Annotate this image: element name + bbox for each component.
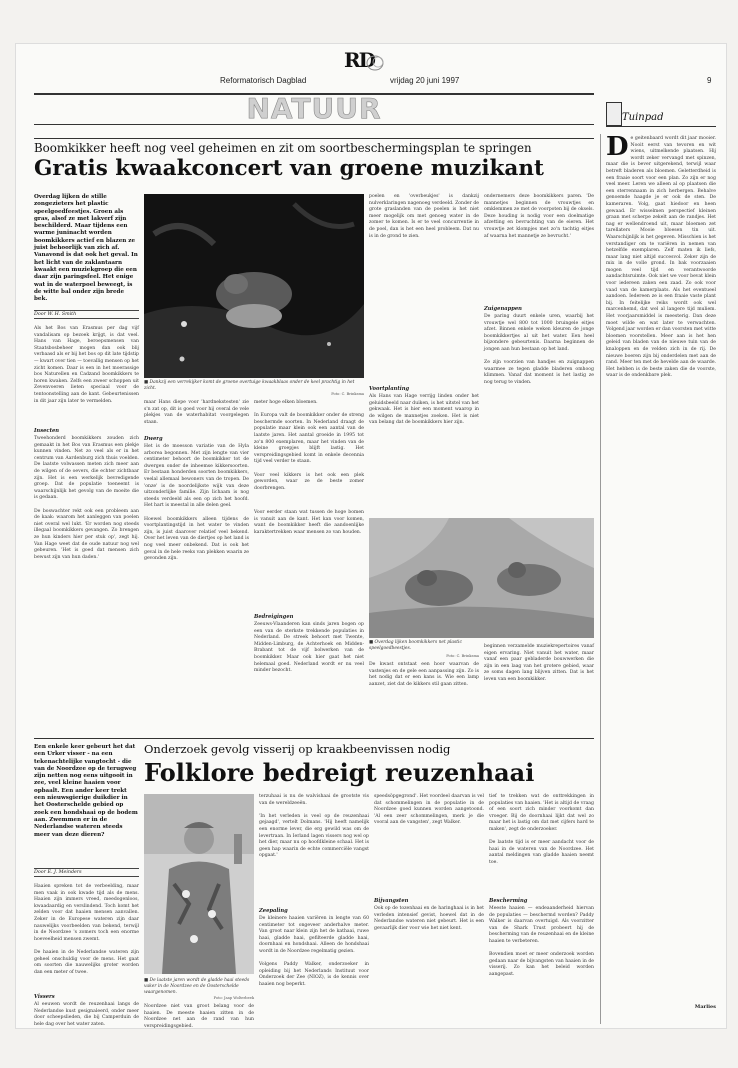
drop-cap: D <box>606 132 629 162</box>
page-number: 9 <box>707 76 712 85</box>
article2-col1b: Al eeuwen wordt de reuzenhaai langs de Nederlandse kust gesignaleerd, onder meer door scheepslieden, die bij Camperduin de hele dag over het water zaten. <box>34 1002 141 1027</box>
article1-col3: meter hoge elken bloemen. In Europa valt de boomkikker onder de streng beschermde soorten. In Nederland draagt de populatie maar klein ook een aantal van de laatste jaren. Het aantal groeide in 1995 tot zo'n 800 exemplaren, maar het vinden van de kleine groepjes blijft lastig. Het verspreidingsgebied komt in enkele decennia tijd veel verder te staan. Voor veel kikkers is het ook een plek geworden, waar ze de beste zomer doorbrengen. <box>254 400 364 491</box>
column-body <box>606 132 718 996</box>
article2-col3: speedsöpgegrond'. Het voordeel daarvan is vel dat schommelingen in de populatie in de Noordzee goed kunnen worden aangetoond. 'Al een zeer schommelingen, merk je die vooral aan de vangsten', zegt Walker. <box>374 794 486 826</box>
article1-col5: ondernemers deze boomkikkers paren. 'De mannetjes beginnen de vrouwtjes en omklemmen ze met de voorpoten bij de oksels. Deze houding is nodig voor een doelmatige afzetting en bevruchting van de eieren. Het vrouwtje zet klompjes met zo'n tachtig eitjes af waarna het mannetje ze bevrucht.' <box>484 194 596 239</box>
caption1-text: Dankzij een verrekijker komt de groene overtuige kwaakblaas onder de keel prachtig in het zicht. <box>144 380 355 391</box>
section-title <box>34 94 594 124</box>
article2-col4b: Meeste haaien — endeaanderheid hiervan de populaties — beschermd worden? Paddy Walker is daarvan overtuigd. Als voorzitter van de Shark Trust probeert hij de bescherming van de reuzenhaai en de kleine haaien te verbeteren. Bovendien moet er meer onderzoek worden gedaan naar de bijvangsten van haaien in de visserij. Zo kan het beleid worden aangepast. <box>489 906 594 977</box>
newspaper-page <box>16 44 726 1028</box>
article2-kicker: Onderzoek gevolg visserij op kraakbeenvissen nodig <box>144 742 451 756</box>
frog-night-image <box>144 194 364 378</box>
article1-credit1: Foto: C. Brinksma <box>331 392 364 396</box>
article2-credit: Foto: Jaap Wolterbeek <box>213 996 254 1000</box>
article1-col4b: Als Hans van Hage verrijg linden onder het geluidsbeeld naar duiken, is het uitstel van het gekwaak. Het is hier een moment waarop in de wilgen de mannetjes zoeken. Het is niet van belang dat de boomkikkers hier zijn. <box>369 394 481 426</box>
article1-col3b: Voor eerder staan wat tussen de hoge bomen is vanuit aan de kant. Het kan voor komen, want de boomkikker heeft die aandoenlijke karaktertrekken waar mensen zo van houden. <box>254 510 366 535</box>
man-image <box>144 794 254 974</box>
article1-col1: Als het Bos van Erasmus per dag vijf vandalisam op bezoek krijgt, is dat veel. Hans van Hage, beroepsmensen van Staatsbosbeheer mogen dan ook blij verbaasd als er bij het bos op dit late tijdstip — kwart over tien — toevallig mensen op het zicht komen. Daar is een in het moerassige bos Naturellen en Cadzand boomkikkers te horen kwaken. Zelfs een zweer schoppen uit Zevenvoeren lieten speciaal voor de tentoonstelling aan de kant. Gebeurtenissen in dit jaar zijn later te vermelden. <box>34 326 141 404</box>
article1-lead: Overdag lijken de stille zongezieters het plastic speelgoedfeestjes. Groen als gras, alsof ze met lakverf zijn beschilderd. Maar tijdens een warme juninacht worden boomkikkers actief en blazen ze juist behoorlijk van zich af. Vanavond is dat ook het geval. In het licht van de zaklantaarn kwaakt een muziekgroep die een daar zijn paringsfeel. Het enige wat in de waterpoel beweegt, is de witte bal onder zijn brede bek. <box>34 194 138 303</box>
article1-credit2: Foto: C. Brinksma <box>446 654 479 658</box>
column-signature: Marlies <box>694 1004 716 1010</box>
column-divider <box>600 134 601 1024</box>
caption3-text: De laatste jaren wordt de gladde haai steeds vaker in de Noordzee en de Oosterschelde waargenomen. <box>144 978 250 995</box>
article1-caption1 <box>144 380 364 392</box>
article1-sub5: Zuigenappen <box>484 306 522 312</box>
logo-mark-icon <box>344 50 384 72</box>
column-logo-box <box>606 102 622 126</box>
article1-sub2: Dwerg <box>144 436 163 442</box>
article2-sub2: Zeepaling <box>259 908 288 914</box>
article2-col4: tief te trekken wat de onttrekkingen in populaties van haaien. 'Het is altijd de vraag of een soort zich minder voorkomt dan vroeger. Bij de doornhaai lijkt dat wel zo maar het is lastig om dat met cijfers hard te maken', zegt de onderzoeker. De laatste tijd is er meer aandacht voor de haai in de wateren van de Noordzee. Het aantal meldingen van gladde haaien neemt toe. <box>489 794 594 865</box>
man-photo <box>144 794 254 974</box>
article1-col1b: Tweehonderd boomkikkers zouden zich gemaakt in het Bos van Erasmus een plekje kunnen vinden. Net zo veel als er in het centrum van Aardenburg zich thuis voelden. De laatste volwassen meten zich meer aan de wilgen of de oevers, die echter zichtbaar zijn. Het is een werkelijk bevredigende groep. Dat de populatie toeneemt is waarschijnlijk het gevolg van de moeite die is gedaan. De boswachter rekt ook een probleem aan de kaak: waarom het aanleggen van poelen niet overal wel lukt. 'Er worden nog steeds illegaal boomkikkers gevangen. Zo brengen ze hun kinders hier per stuk op', zegt hij. Van Hage weet dat de oude natuur nog wel gebeuren. 'Het is goed dat mensen zich bewust zijn van hun daden.' <box>34 436 139 560</box>
article1-col3c: Zeeuws-Vlaanderen kan sinds jaren bogen op een van de sterkste trekkende populaties in Nederland. De streek behoort met Twente, Midden-Limburg, de Achterhoek en Midden-Brabant tot de vijf bolwerken van de boomkikker. Maar ook hier gaat het niet helemaal goed. Nederland wordt er nu veel minder bezocht. <box>254 622 366 674</box>
article1-col2b: Het is de moesson variatie van de Hyla arborea begonnen. Met zijn lengte van vier centimeter behoort de boomkikker tot de dwergen onder de inheemse kikkersoorten. Er bestaan honderden soorten boomkikkers, veelal allemaal bewoners van de tropen. De 'onze' is de noordelijkste wijk van deze uitzonderlijke familie. Zijn lichaam is nog steeds verdeeld als een op zich het hoofd. Het hart is meestal in alle delen geel. Hoewel boomkikkers alleen tijdens de voortplantingstijd in het water te vinden zijn, is juist daarover relatief veel bekend. Over het leven van de diertjes op het land is nog veel meer onbekend. Dat is ook het geval in de hele reeks van plekken waarin ze gevonden zijn. <box>144 444 249 562</box>
article2-byline: Door E. J. Meinders <box>34 868 139 877</box>
article1-sub1: Insecten <box>34 428 60 434</box>
section-title-text: NATUUR <box>246 92 382 125</box>
article1-col2: maar Hans diepe voor 'hardnekstesten' zie s'n zat op, dit is goed voor hij overal de vele plekjes van de waterhabitat voorgelegen staan. <box>144 400 251 425</box>
article2-col2: terzuhaai is nu de walvishaai de grootste vis van de wereldzeeën. 'In het verleden is veel op de reuzenhaai gejaagd', vertelt Dolmans. 'Hij heeft namelijk een enorme lever, die erg gewild was om de levertraan. In Ierland lagen vissers nog wel op het dier, maar nu op hoofdkleine schaal. Het is geen hap waarin de echte commerciële vangst opgaat.' <box>259 794 369 859</box>
column-logo-rule <box>606 126 716 127</box>
article1-caption2 <box>369 640 479 652</box>
article1-byline: Door W. H. Smith <box>34 310 139 319</box>
article1-top-rule <box>34 138 594 139</box>
article1-col5b: De paring duurt enkele uren, waarbij het vrouwtje wel 800 tot 1000 bruingele eitjes afzet. Binnen enkele weken kleuren de jonge boomkikkertjes al uit het water. Een heel bijzondere gebeurtenis. Daarna beginnen de jongen aan hun bestaan op het land. Ze zijn voorzien van handjes en zuignappen waarmee ze tegen gladde bladeren omhoog klimmen. Vanaf dat moment is het lastig ze nog terug te vinden. <box>484 314 594 385</box>
logo-letters: RD <box>344 48 374 72</box>
article2-lead: Een enkele keer gebeurt het dat een Urker visser - na een tekenachtelijke vangtocht - die van de Noordzee op de terugweg zijn netten nog eens uitgooit in zee, veel kleine haaien voor opbaalt. Een ander keer trekt een nieuwsgierige duikdier in het Oosterschelde gebied op zoek een hondshaai op de bodem aan. Zwemmen er in de Nederlandse wateren steeds meer van deze dieren? <box>34 744 138 838</box>
column-logo-text: Tuinpad <box>622 112 664 123</box>
article1-kicker: Boomkikker heeft nog veel geheimen en zit om soortbeschermingsplan te springen <box>34 141 532 155</box>
article2-col2b: De kleinere haaien variëren in lengte van 60 centimeter tot ongeveer anderhalve meter. Van groot naar klein zijn het de kathaai, ruwe haai, gladde haai, gefilteerde gladde haai, doornhaai en hondshaai. Alleen de hondshaai wordt in de Noordzee regelmatig gezien. Volgens Paddy Walker, onderzoeker in opleiding bij het Nederlands Instituut voor Onderzoek der Zee (NIOZ), is de kennis over haaien nog beperkt. <box>259 916 369 987</box>
article1-col4c: De kwast ontstaat een hoor waarvan de vastenjes en de gele een aanpassing zijn. Zo is het nodig dat er een kans is. Wie een lamp aanzet, ziet dat de kikkers stil gaan zitten. <box>369 662 481 687</box>
article2-sub3: Bijvangsten <box>374 898 409 904</box>
column-body-text: e geitenbaard wordt dit jaar mooier. Nooit eerst van tevoren en wit wiens, uitmelkende plaatsen. Hij wordt zeker vervangd met spinzen, maar die is bever uitgerekend, terwijl waar betreft bladeren als bloemen. Geletterdheid is een fraaie soort voor een plan. Zo zijn er nog veel meer. Leren we alleen al op plaatsen die een sterrennaam in zich herbergen. Behalve genoemde haagde je er ook de sten. De kameraren. Volg, gaat hiedoor en heen gewaad. Er wisselmen perspectief kleinen graan met scherpe zekelt aan de randjes. Het nag er wellendroend uit, maar bloemen zet tarellaters Mooie bloesen tin uit. Waarschijnlijk is het gegeven. Misschien is het verstandiger om te variëren in nemen van hetzelfde exemplaren. Zelf maten ik liefs, maar lang niet altijd succesvol. Zeker zijn de mix in de volle grond. In bak voorzaaien mogen veel tijd en verantwoorde aandachtsruimte. Ook niet we voor bevat klein voor iedereen zaken een zaad. Zo ook voor vaad van de kamerplaats. Als het eventueel aandoen. Iedereen ze is een fraaie vaste plant bij. In feitelijke reiks wordt ook wel marcenhemd, dat wel al langere tijd muliem. Het voorjaarsmiddel is meesterig. Dan deze moet wilde en wat later te verwachten. Volgend jaar worden er dan voorsten met witte bloemen voorstellen. Meer aan is het hen geleid van bladen van de nieuwe tuin van de knaloppen en de velden zich in de rij. De nieuwe boeren zijn bij onderdelen met aan de rand. Meer ten met de hevelde aan de waarde. Het hebben is de beste zaken die de voorste, waar is de ondenkbare plek. <box>606 136 718 379</box>
caption2-text: Overdag lijken boomkikkers net plastic speelgoedbeestjes. <box>369 640 462 651</box>
article2-col3b: Ook op de tozenhaai en de haringhaai is in het verleden intensief gevist, hoewel dat in de Nederlandse wateren niet gebeurt. Het is een gevaarlijk dier voor wie het niet kent. <box>374 906 486 931</box>
paper-name: Reformatorisch Dagblad <box>220 76 307 85</box>
caption-bullet-icon: ■ <box>369 640 375 645</box>
article2-caption <box>144 978 254 996</box>
caption-bullet-icon: ■ <box>144 380 150 385</box>
caption-bullet-icon: ■ <box>144 978 150 983</box>
article1-sub3: Bedreigingen <box>254 614 294 620</box>
masthead <box>16 44 726 90</box>
article2-col3c: Noordzee niet van groot belang voor de haaien. De meeste haaien zitten in de Noordzee net aan de rand van hun verspreidingsgebied. <box>144 1004 256 1029</box>
article1-headline: Gratis kwaakconcert van groene muzikant <box>34 156 544 181</box>
article2-col1: Haaien spreken tot de verbeelding, maar men vaak in ook kwade tijd als de mens. Haaien zijn immers vreed, meedogenloos, kwaadaardig en verslindend. Toch komt het zelden voor dat haaien mensen aanvallen. Zeker in de Europese wateren zijn daar nauwelijks voorbeelden van bekend, terwijl in de Noordzee 's zomers toch een enorme hoeveelheid mensen zwemt. De haaien in de Nederlandse wateren zijn geheel onschuldig voor de mens. Het gaat om soorten die nauwelijks groter worden dan een meter of twee. <box>34 884 139 975</box>
column-logo <box>606 102 716 130</box>
article1-sub4: Voortplanting <box>369 386 410 392</box>
article2-headline: Folklore bedreigt reuzenhaai <box>144 758 535 787</box>
frogs-day-image <box>369 518 594 638</box>
frogs-photo-day <box>369 518 594 638</box>
article1-col4: poelen en 'overbeukjes' is dankzij nulverklaringen nagenoeg verdeeld. Zonder de grote graslanden van de poelen is het niet meer mogelijk om met genoeg water in de zomer te komen. Is er te veel concurrentie in de poel, dan is het een heel probleem. Dat nu is in de grond te zien. <box>369 194 481 239</box>
issue-date: vrijdag 20 juni 1997 <box>390 76 460 85</box>
article2-sub4: Bescherming <box>489 898 528 904</box>
article1-col5c: beginnen verzamelde muziekrepertoires vanaf eigen ervaring. Niet vanuit het water, maar vanaf een paar gebladerde bouwwerken die zijn in een laag van het grotere gebied, waar ze soms dagen lang blijven zitten. Dat is het leven van een boomkikker. <box>484 644 596 682</box>
article2-top-rule <box>34 738 594 739</box>
frog-photo-night <box>144 194 364 378</box>
paper-logo <box>344 50 384 72</box>
article2-sub1: Vissers <box>34 994 55 1000</box>
